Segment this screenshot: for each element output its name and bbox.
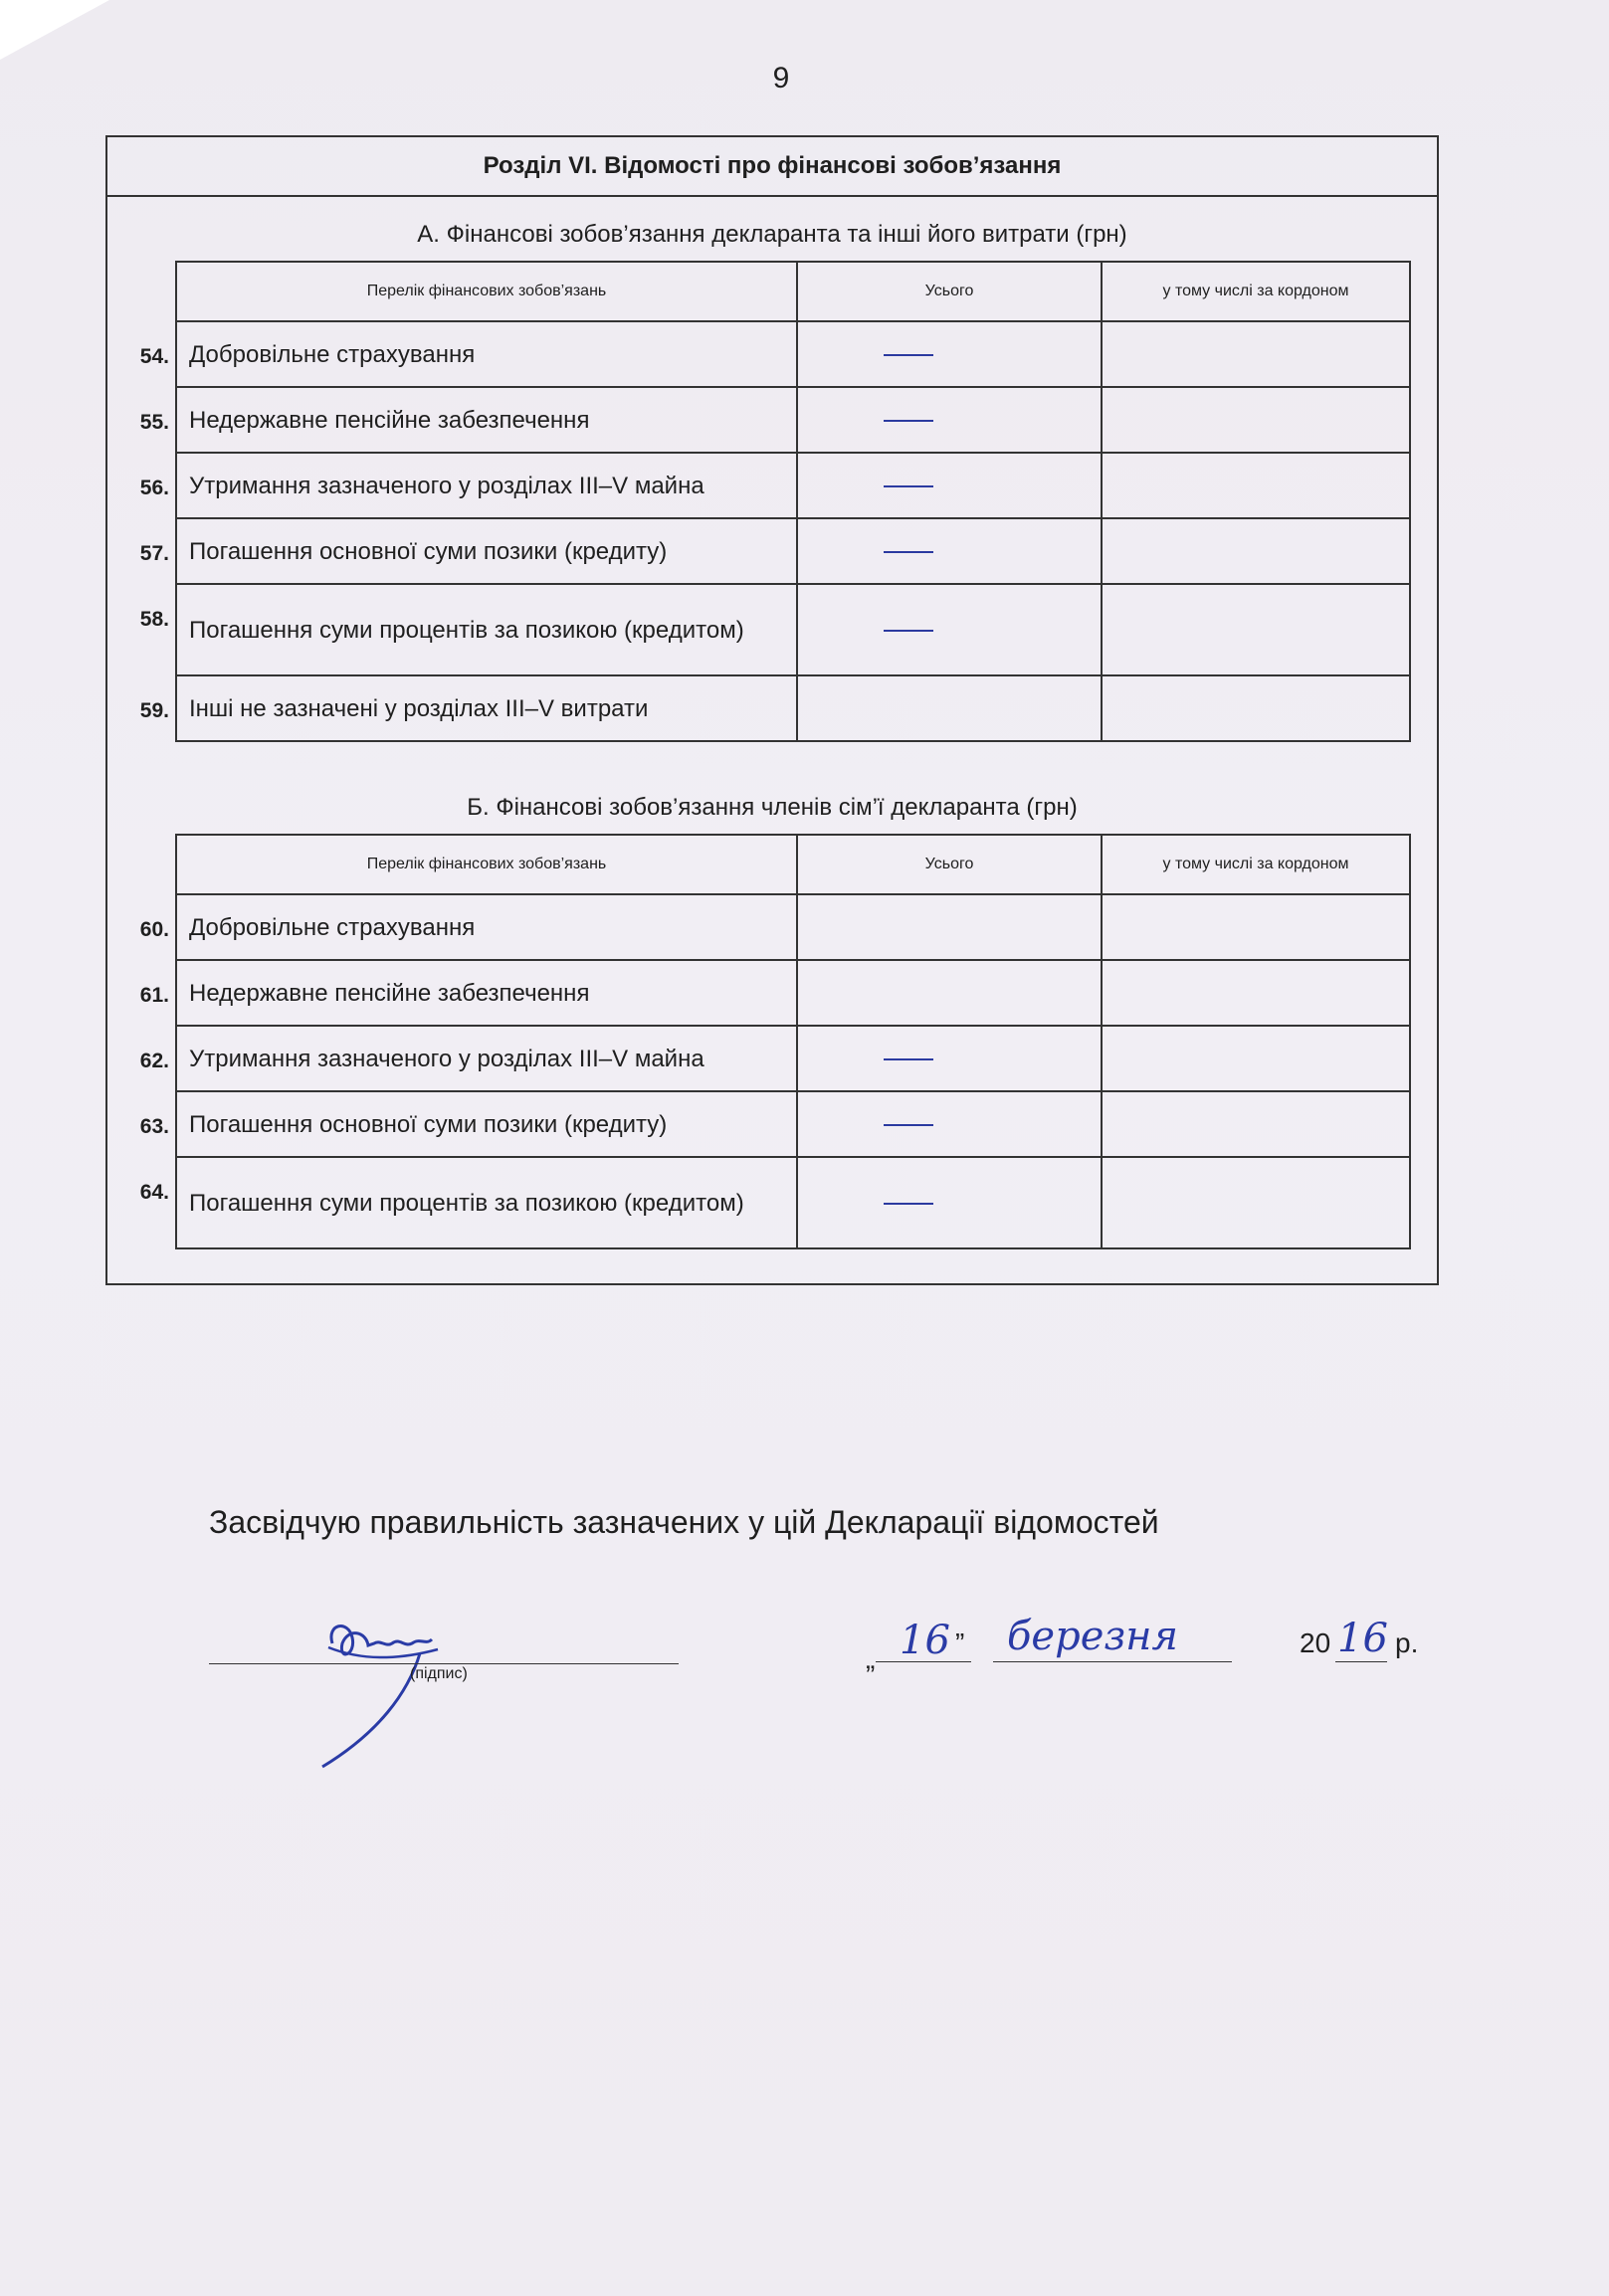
row-text: Недержавне пенсійне забезпечення bbox=[189, 979, 590, 1007]
abroad-cell[interactable] bbox=[1102, 960, 1410, 1026]
row-label bbox=[139, 894, 797, 960]
row-label bbox=[139, 1157, 797, 1248]
table-row bbox=[176, 1157, 1410, 1248]
dash-mark bbox=[884, 1203, 933, 1205]
financial-obligations-form bbox=[105, 135, 1439, 1285]
row-label bbox=[139, 518, 797, 584]
total-cell[interactable] bbox=[797, 960, 1102, 1026]
header-abroad: у тому числі за кордоном bbox=[1102, 262, 1410, 321]
subsection-b-title: Б. Фінансові зобов’язання членів сім’ї декларанта (грн) bbox=[467, 794, 1078, 821]
abroad-cell[interactable] bbox=[1102, 453, 1410, 518]
row-text: Добровільне страхування bbox=[189, 340, 476, 368]
row-text: Погашення основної суми позики (кредиту) bbox=[189, 1110, 668, 1138]
dash-mark bbox=[884, 630, 933, 632]
table-row bbox=[176, 894, 1410, 960]
abroad-cell[interactable] bbox=[1102, 1026, 1410, 1091]
table-row bbox=[176, 1026, 1410, 1091]
dash-mark bbox=[884, 1124, 933, 1126]
page-number: 9 bbox=[772, 62, 790, 95]
date-year-suffix: 16 bbox=[1337, 1616, 1388, 1661]
dash-mark bbox=[884, 551, 933, 553]
year-line bbox=[1335, 1661, 1387, 1662]
header-abroad: у тому числі за кордоном bbox=[1102, 835, 1410, 894]
row-number: 58. bbox=[139, 608, 169, 631]
row-text: Інші не зазначені у розділах III–V витрати bbox=[189, 694, 649, 722]
table-row bbox=[176, 1091, 1410, 1157]
dash-mark bbox=[884, 354, 933, 356]
abroad-cell[interactable] bbox=[1102, 1157, 1410, 1248]
row-label bbox=[139, 1026, 797, 1091]
table-row bbox=[176, 321, 1410, 387]
total-cell[interactable] bbox=[797, 387, 1102, 453]
row-number: 55. bbox=[139, 411, 169, 434]
dash-mark bbox=[884, 485, 933, 487]
table-row bbox=[176, 387, 1410, 453]
row-text: Недержавне пенсійне забезпечення bbox=[189, 406, 590, 434]
row-label bbox=[139, 584, 797, 675]
total-cell[interactable] bbox=[797, 584, 1102, 675]
row-text: Погашення основної суми позики (кредиту) bbox=[189, 537, 668, 565]
date-day: 16 bbox=[900, 1618, 950, 1663]
total-cell[interactable] bbox=[797, 675, 1102, 741]
family-obligations-table bbox=[139, 834, 1411, 1249]
dash-mark bbox=[884, 420, 933, 422]
folded-corner bbox=[0, 0, 109, 60]
row-text: Утримання зазначеного у розділах III–V майна bbox=[189, 1045, 704, 1072]
abroad-cell[interactable] bbox=[1102, 584, 1410, 675]
date-year-unit: р. bbox=[1395, 1627, 1419, 1658]
total-cell[interactable] bbox=[797, 1026, 1102, 1091]
row-label bbox=[139, 387, 797, 453]
day-line bbox=[876, 1661, 971, 1662]
row-number: 56. bbox=[139, 477, 169, 499]
header-obligations: Перелік фінансових зобов’язань bbox=[176, 262, 797, 321]
row-number: 54. bbox=[139, 345, 169, 368]
month-line bbox=[993, 1661, 1232, 1662]
row-label bbox=[139, 960, 797, 1026]
table-row bbox=[176, 518, 1410, 584]
section-title: Розділ VI. Відомості про фінансові зобов’язання bbox=[107, 137, 1437, 197]
row-text: Погашення суми процентів за позикою (кредитом) bbox=[189, 616, 744, 644]
abroad-cell[interactable] bbox=[1102, 387, 1410, 453]
abroad-cell[interactable] bbox=[1102, 894, 1410, 960]
total-cell[interactable] bbox=[797, 894, 1102, 960]
table-row bbox=[176, 453, 1410, 518]
row-number: 64. bbox=[139, 1181, 169, 1204]
row-number: 62. bbox=[139, 1050, 169, 1072]
date-year-prefix: 20 bbox=[1300, 1627, 1331, 1658]
table-row bbox=[176, 675, 1410, 741]
row-label bbox=[139, 321, 797, 387]
handwritten-signature bbox=[308, 1604, 527, 1773]
row-number: 61. bbox=[139, 984, 169, 1007]
row-label bbox=[139, 453, 797, 518]
header-total: Усього bbox=[797, 262, 1102, 321]
row-text: Добровільне страхування bbox=[189, 913, 476, 941]
date-month: березня bbox=[1007, 1614, 1179, 1659]
table-header bbox=[176, 262, 1410, 321]
row-number: 63. bbox=[139, 1115, 169, 1138]
certification-statement: Засвідчую правильність зазначених у цій Декларації відомостей bbox=[209, 1504, 1159, 1540]
subsection-a-title: А. Фінансові зобов’язання декларанта та інші його витрати (грн) bbox=[417, 221, 1127, 248]
table-header bbox=[176, 835, 1410, 894]
dash-mark bbox=[884, 1058, 933, 1060]
row-number: 57. bbox=[139, 542, 169, 565]
signature-line bbox=[209, 1663, 679, 1664]
total-cell[interactable] bbox=[797, 518, 1102, 584]
total-cell[interactable] bbox=[797, 1091, 1102, 1157]
total-cell[interactable] bbox=[797, 453, 1102, 518]
abroad-cell[interactable] bbox=[1102, 1091, 1410, 1157]
date-close-quote: ” bbox=[955, 1627, 965, 1658]
table-row bbox=[176, 584, 1410, 675]
total-cell[interactable] bbox=[797, 1157, 1102, 1248]
signature-caption: (підпис) bbox=[410, 1665, 468, 1682]
header-obligations: Перелік фінансових зобов’язань bbox=[176, 835, 797, 894]
declarant-obligations-table bbox=[139, 261, 1411, 742]
abroad-cell[interactable] bbox=[1102, 675, 1410, 741]
row-text: Погашення суми процентів за позикою (кредитом) bbox=[189, 1189, 744, 1217]
row-number: 59. bbox=[139, 699, 169, 722]
date-open-quote: „ bbox=[866, 1643, 876, 1674]
header-total: Усього bbox=[797, 835, 1102, 894]
total-cell[interactable] bbox=[797, 321, 1102, 387]
row-label bbox=[139, 1091, 797, 1157]
abroad-cell[interactable] bbox=[1102, 321, 1410, 387]
row-text: Утримання зазначеного у розділах III–V майна bbox=[189, 472, 704, 499]
table-row bbox=[176, 960, 1410, 1026]
abroad-cell[interactable] bbox=[1102, 518, 1410, 584]
row-number: 60. bbox=[139, 918, 169, 941]
row-label bbox=[139, 675, 797, 741]
